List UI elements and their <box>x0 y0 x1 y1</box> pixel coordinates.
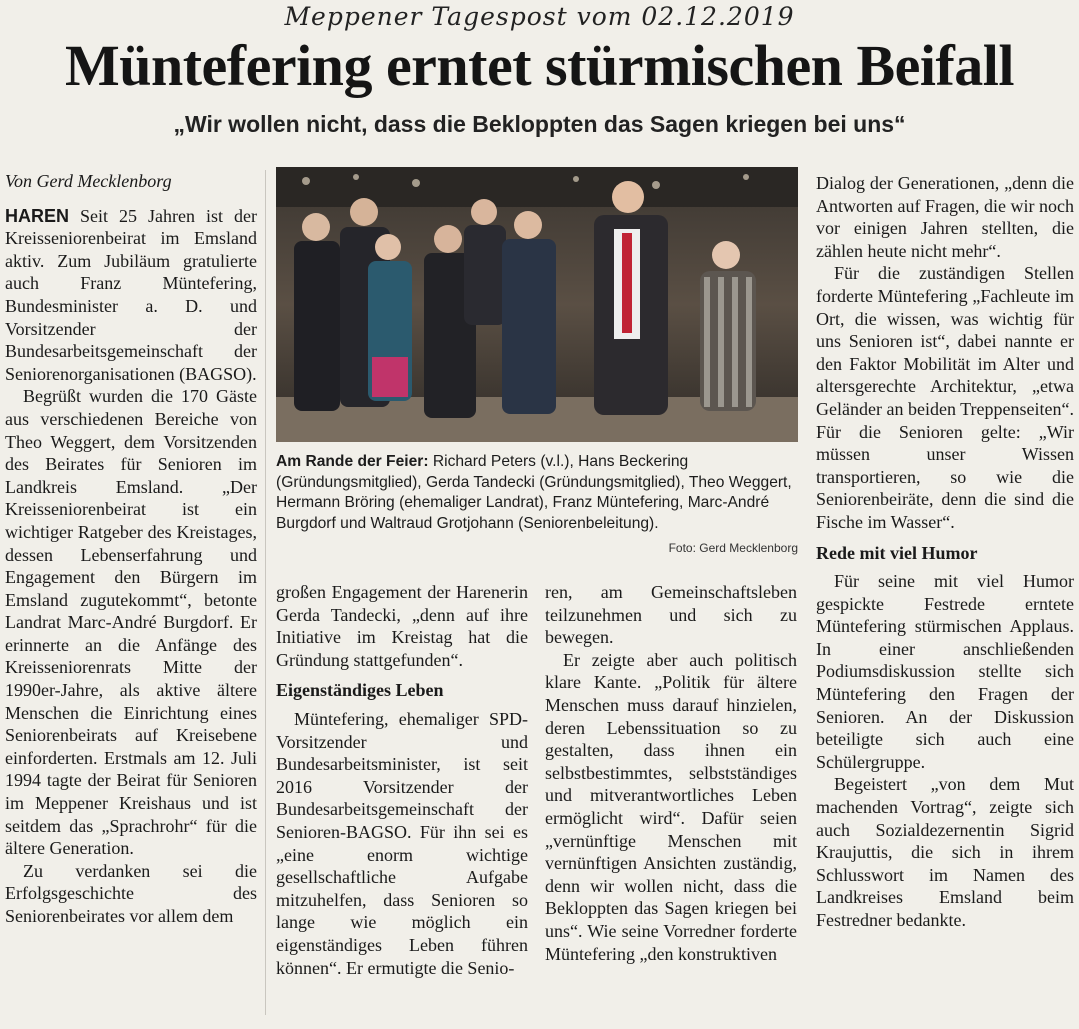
article-column-3 <box>545 581 797 965</box>
paragraph: Dialog der Generationen, „denn die Antworten auf Fragen, die wir noch vor einigen Jahren stellten, die zählen heute nicht mehr“. <box>816 173 1074 261</box>
byline: Von Gerd Mecklenborg <box>5 171 172 191</box>
paragraph: Er zeigte aber auch politisch klare Kante. „Politik für ältere Menschen muss darauf hinzielen, deren Lebenssituation so zu gestalten, dass ihnen ein selbstbestimmtes, selbstständiges und mitverantwortliches Leben ermöglicht wird“. Dafür seien „vernünftige Menschen mit vernünftigen Ansichten zuständig, denn wir wollen nicht, dass die Bekloppten das Sagen kriegen bei uns“. Wie seine Vorredner forderte Müntefering „den konstruktiven <box>545 649 797 964</box>
caption-lead: Am Rande der Feier: <box>276 453 429 470</box>
event-photo <box>276 167 798 442</box>
section-heading: Eigenständiges Leben <box>276 680 444 701</box>
photo-credit: Foto: Gerd Mecklenborg <box>668 541 798 555</box>
paragraph: Zu verdanken sei die Erfolgsgeschichte des Seniorenbeirates vor allem dem <box>5 860 257 926</box>
dateline: HAREN <box>5 205 70 226</box>
article-column-1 <box>5 170 257 928</box>
article-headline: Müntefering erntet stürmischen Beifall <box>64 33 1015 98</box>
article-column-4 <box>816 172 1074 932</box>
group-photo-illustration <box>276 167 798 442</box>
paragraph: Begrüßt wurden die 170 Gäste aus verschiedenen Bereiche von Theo Weggert, dem Vorsitzenden des Beirates für Senioren im Landkreis Emsland. „Der Kreisseniorenbeirat ist ein wichtiger Ratgeber des Kreistages, dessen Lebenserfahrung und Engagement den Bürgern im Emsland zugutekommt“, betonte Landrat Marc-André Burgdorf. Er erinnerte an die Anfänge des Kreisseniorenrats Mitte der 1990er-Jahre, als aktive ältere Menschen die Einrichtung eines Seniorenbeirats auf Kreisebene einforderten. Erstmals am 12. Juli 1994 tagte der Beirat für Senioren im Meppener Kreishaus und ist seitdem das „Sprachrohr“ für die ältere Generation. <box>5 386 257 859</box>
lead-paragraph-text: Seit 25 Jahren ist der Kreisseniorenbeirat im Emsland aktiv. Zum Jubiläum gratulierte auch Franz Müntefering, Bundesminister a. D. und Vorsitzender der Bundesarbeitsgemeinschaft der Seniorenorganisationen (BAGSO). <box>5 205 257 384</box>
paragraph: Für die zuständigen Stellen forderte Müntefering „Fachleute im Ort, die wissen, was wichtig für uns Senioren ist“, dabei nannte er den Faktor Mobilität im Alter und altersgerechte Architektur, „etwa Geländer an beiden Treppenseiten“. Für die Senioren gelte: „Wir müssen unser Wissen transportieren, so wie die Seniorenbeiräte, denn die sind die Fische im Wasser“. <box>816 263 1074 532</box>
section-heading: Rede mit viel Humor <box>816 542 978 563</box>
paragraph: Für seine mit viel Humor gespickte Festrede erntete Müntefering stürmischen Applaus. In einer anschließenden Podiumsdiskussion stellte sich Müntefering den Fragen der Senioren. An der Diskussion beteiligte sich auch eine Schülergruppe. <box>816 571 1074 772</box>
paragraph: Müntefering, ehemaliger SPD-Vorsitzender und Bundesarbeitsminister, ist seit 2016 Vorsitzender der Bundesarbeitsgemeinschaft der Senioren-BAGSO. Für ihn sei es „eine enorm wichtige gesellschaftliche Aufgabe mitzuhelfen, dass Senioren so lange wie möglich ein eigenständiges Leben führen können“. Er ermutigte die Senio- <box>276 708 528 978</box>
lead-paragraph <box>5 205 257 386</box>
column-divider <box>265 170 266 1015</box>
paragraph: Begeistert „von dem Mut machenden Vortrag“, zeigte sich auch Sozialdezernentin Sigrid Kraujuttis, die sich in ihrem Schlusswort im Namen des Landkreises Emsland beim Festredner bedankte. <box>816 774 1074 930</box>
newspaper-source-line: Meppener Tagespost vom 02.12.2019 <box>284 2 795 31</box>
caption-text: Richard Peters (v.l.), Hans Beckering (Gründungsmitglied), Gerda Tandecki (Gründungsmitglied), Theo Weggert, Hermann Bröring (ehemaliger Landrat), Franz Müntefering, Marc-André Burgdorf und Waltraud Grotjohann (Seniorenbeleitung). <box>276 453 792 532</box>
photo-caption <box>276 452 800 534</box>
article-subheadline: „Wir wollen nicht, dass die Bekloppten das Sagen kriegen bei uns“ <box>173 111 906 137</box>
article-column-2 <box>276 581 528 979</box>
paragraph: großen Engagement der Harenerin Gerda Tandecki, „denn auf ihre Initiative im Kreistag hat die Gründung stattgefunden“. <box>276 582 528 670</box>
paragraph: ren, am Gemeinschaftsleben teilzunehmen und sich zu bewegen. <box>545 582 797 648</box>
